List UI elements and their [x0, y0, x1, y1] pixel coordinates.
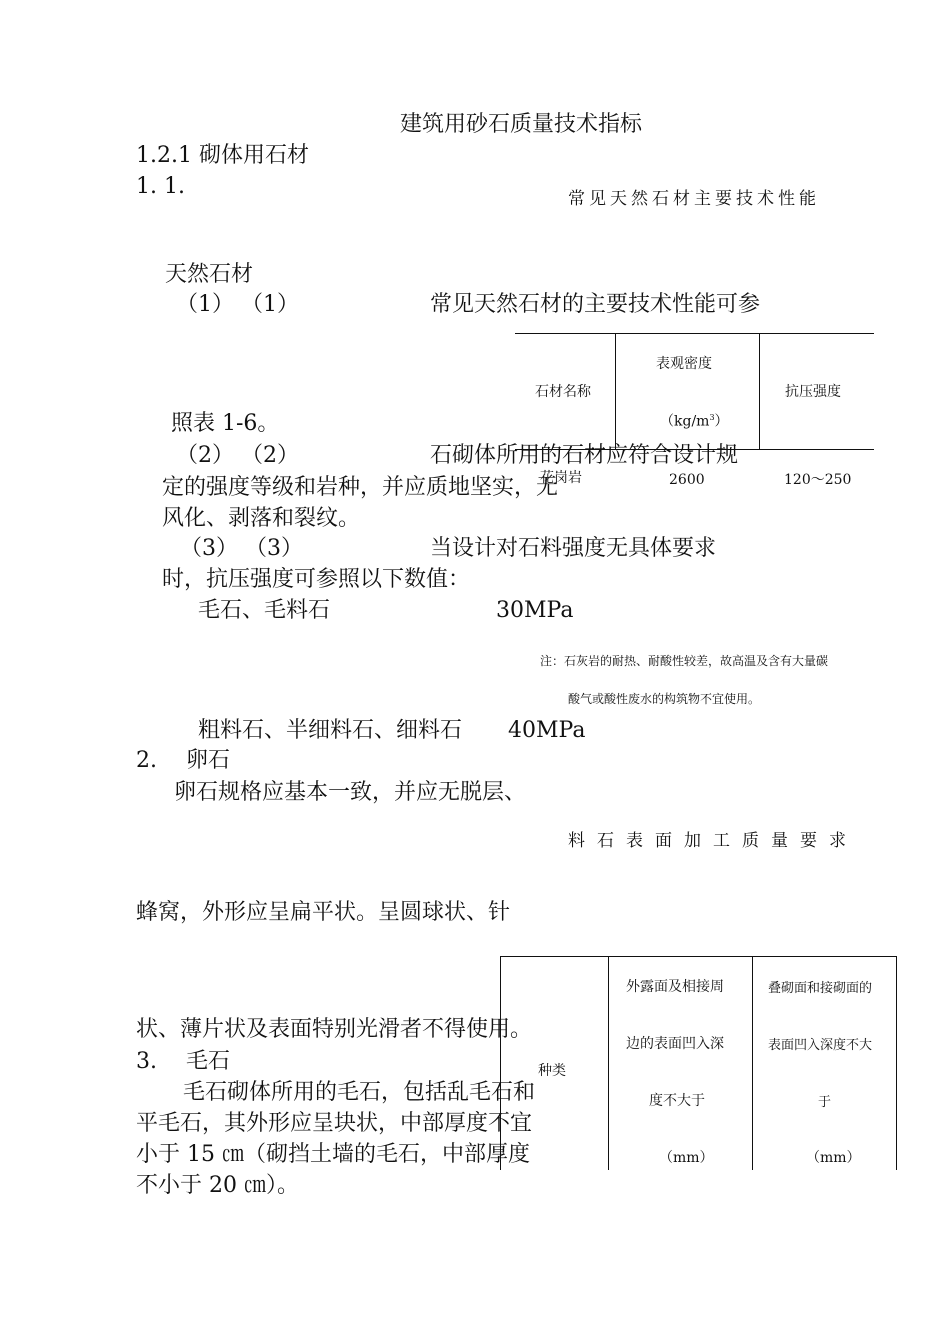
table1-header-density-unit: $(kg/m^3)$: [660, 413, 729, 430]
table1-top-rule: [515, 333, 874, 334]
table2-caption: 料石表面加工质量要求: [568, 831, 858, 851]
table2-header-stack-line2: 表面凹入深度不大: [768, 1038, 873, 1053]
section-3-text-line1: 毛石砌体所用的毛石，包括乱毛石和: [183, 1080, 536, 1105]
table1-note-line1: 注：石灰岩的耐热、耐酸性较差，故高温及含有大量碳: [540, 654, 829, 668]
table2-top-rule: [500, 956, 896, 957]
section-3-title: 毛石: [186, 1049, 231, 1074]
item1-number: （1） （1）: [176, 292, 299, 317]
section-2-title: 卵石: [186, 748, 231, 773]
table2-col-divider-1: [608, 956, 609, 1170]
section-2-text-line2: 蜂窝，外形应呈扁平状。呈圆球状、针: [136, 900, 511, 925]
section-3-text-line4: 不小于 20 ㎝）。: [136, 1173, 299, 1198]
table2-left-border: [500, 956, 501, 1170]
table2-header-stack-line1: 叠砌面和接砌面的: [768, 981, 873, 996]
table2-header-exposed-line2: 边的表面凹入深: [626, 1036, 724, 1052]
table1-row1-name: 花岗岩: [540, 470, 582, 486]
natural-stone-heading: 天然石材: [165, 262, 254, 287]
section-3-number: 3.: [136, 1049, 157, 1074]
table1-header-strength: 抗压强度: [785, 384, 841, 400]
section-2-text-line1: 卵石规格应基本一致，并应无脱层、: [174, 780, 527, 805]
table1-header-density: 表观密度: [656, 356, 712, 372]
table2-header-kind: 种类: [538, 1063, 566, 1079]
rubble-value: 30MPa: [496, 598, 574, 623]
table2-right-border: [896, 956, 897, 1170]
section-2-text-line3: 状、薄片状及表面特别光滑者不得使用。: [136, 1017, 533, 1042]
item2-number: （2） （2）: [176, 443, 299, 468]
rubble-label: 毛石、毛料石: [198, 598, 331, 623]
dressed-stone-value: 40MPa: [508, 718, 586, 743]
table1-row1-strength: 120～250: [784, 472, 852, 488]
item2-text-line1: 石砌体所用的石材应符合设计规: [430, 443, 739, 468]
item3-number: （3） （3）: [180, 536, 303, 561]
item2-text-line2: 定的强度等级和岩种，并应质地坚实，无: [162, 475, 559, 500]
table2-header-stack-unit: （mm）: [806, 1150, 861, 1166]
table2-header-exposed-line3: 度不大于: [649, 1093, 705, 1109]
item3-text-line2: 时，抗压强度可参照以下数值：: [162, 567, 471, 592]
table1-caption: 常见天然石材主要技术性能: [568, 189, 820, 209]
table1-header-name: 石材名称: [535, 384, 591, 400]
table1-row1-density: 2600: [669, 472, 705, 488]
item3-text-line1: 当设计对石料强度无具体要求: [430, 536, 717, 561]
section-1-2-1-heading: 1.2.1 砌体用石材: [136, 143, 309, 168]
table1-note-line2: 酸气或酸性废水的构筑物不宜使用。: [568, 692, 761, 706]
section-3-text-line2: 平毛石，其外形应呈块状，中部厚度不宜: [136, 1111, 533, 1136]
section-1-1-heading: 1. 1.: [136, 174, 185, 199]
section-3-text-line3: 小于 15 ㎝（砌挡土墙的毛石，中部厚度: [136, 1142, 530, 1167]
item1-text-line2: 照表 1-6。: [171, 411, 280, 436]
page-title: 建筑用砂石质量技术指标: [400, 112, 643, 137]
section-2-number: 2.: [136, 748, 157, 773]
table2-header-exposed-line1: 外露面及相接周: [626, 979, 724, 995]
item1-text-line1: 常见天然石材的主要技术性能可参: [430, 292, 761, 317]
table2-col-divider-2: [752, 956, 753, 1170]
table2-header-stack-line3: 于: [818, 1095, 832, 1110]
dressed-stone-label: 粗料石、半细料石、细料石: [198, 718, 463, 743]
table1-col-divider-2: [759, 333, 760, 449]
table1-col-divider-1: [615, 333, 616, 449]
table2-header-exposed-unit: （mm）: [659, 1150, 714, 1166]
item2-text-line3: 风化、剥落和裂纹。: [162, 506, 361, 531]
